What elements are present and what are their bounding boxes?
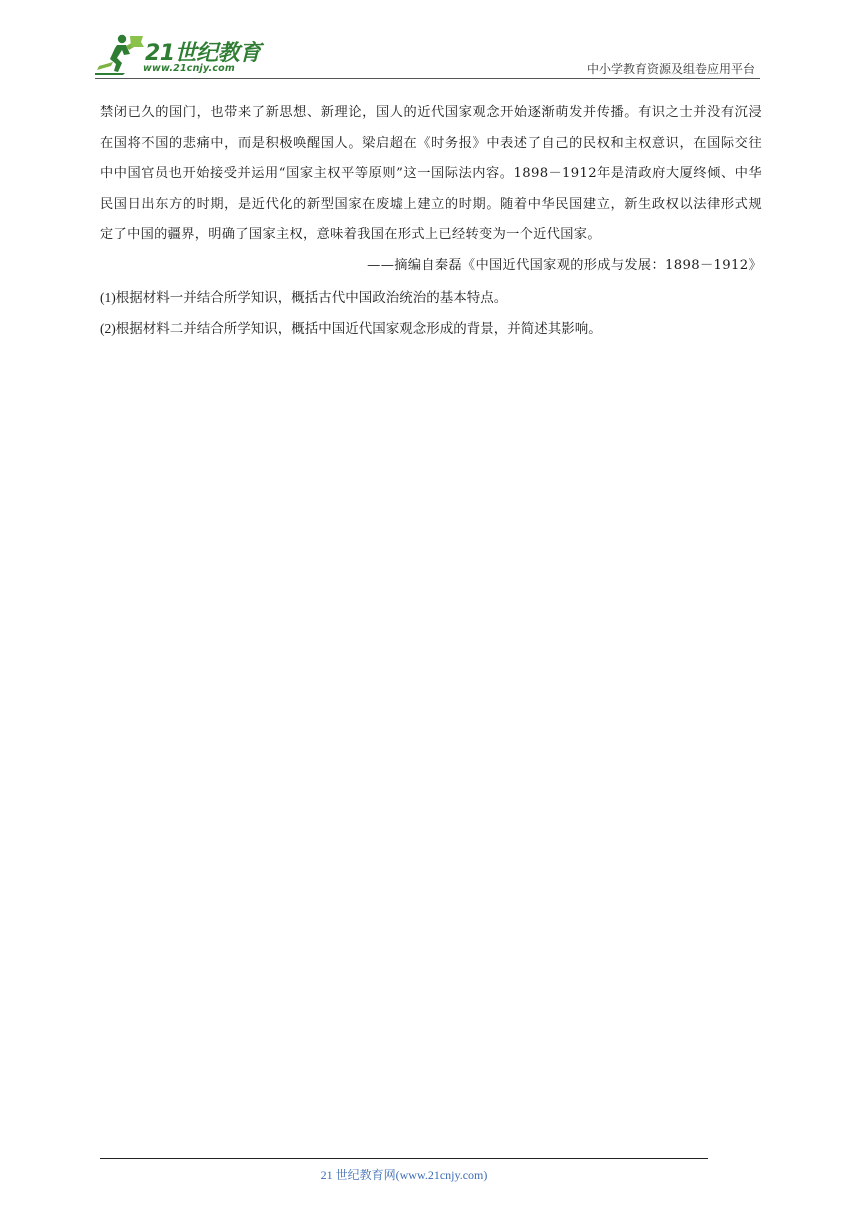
site-logo[interactable] <box>95 32 265 76</box>
question-1: (1)根据材料一并结合所学知识，概括古代中国政治统治的基本特点。 <box>100 289 508 305</box>
footer-link[interactable]: 21 世纪教育网(www.21cnjy.com) <box>320 1168 488 1182</box>
footer-divider <box>100 1158 708 1159</box>
running-figure-logo-icon <box>95 32 147 76</box>
question-2: (2)根据材料二并结合所学知识，概括中国近代国家观念形成的背景，并简述其影响。 <box>100 320 602 336</box>
platform-name: 中小学教育资源及组卷应用平台 <box>586 62 755 76</box>
page-header <box>95 30 760 78</box>
logo-text: 21世纪教育 <box>145 41 261 66</box>
header-divider <box>95 78 760 79</box>
material-paragraph: 禁闭已久的国门，也带来了新思想、新理论，国人的近代国家观念开始逐渐萌发并传播。有识之士并没有沉浸在国将不国的悲痛中，而是积极唤醒国人。梁启超在《时务报》中表述了自己的民权和主权意识，在国际交往中中国官员也开始接受并运用“国家主权平等原则”这一国际法内容。1898－1912年是清政府大厦终倾、中华民国日出东方的时期，是近代化的新型国家在废墟上建立的时期。随着中华民国建立，新生政权以法律形式规定了中国的疆界，明确了国家主权，意味着我国在形式上已经转变为一个近代国家。 <box>100 105 762 243</box>
material-source: ——摘编自秦磊《中国近代国家观的形成与发展：1898－1912》 <box>367 257 762 273</box>
logo-url: www.21cnjy.com <box>143 63 235 74</box>
document-body <box>100 98 762 344</box>
